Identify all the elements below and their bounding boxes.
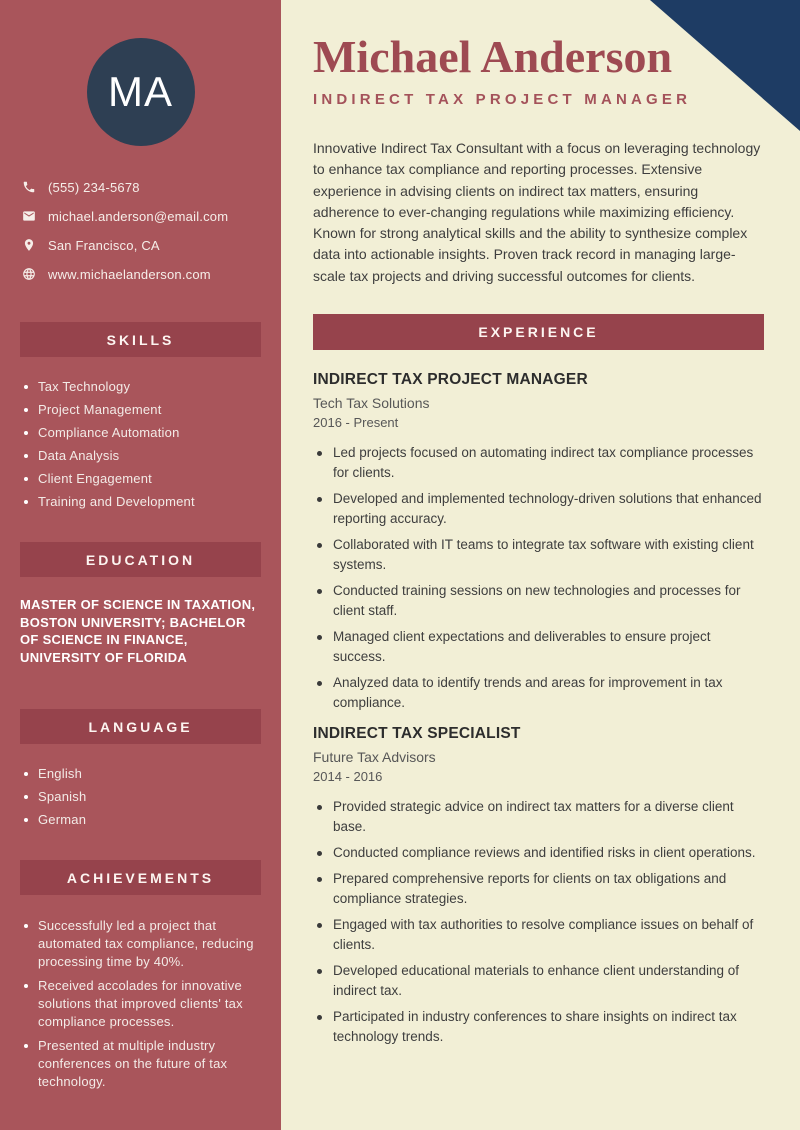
skill-item: Data Analysis <box>22 447 263 465</box>
avatar <box>87 38 195 146</box>
job-entry <box>313 371 764 713</box>
job-title: INDIRECT TAX PROJECT MANAGER <box>313 371 588 389</box>
contact-location <box>22 236 267 254</box>
job-bullet: Developed educational materials to enhance client understanding of indirect tax. <box>313 961 764 1001</box>
job-role-subtitle: INDIRECT TAX PROJECT MANAGER <box>313 91 692 108</box>
location-text: San Francisco, CA <box>48 237 160 253</box>
contact-website <box>22 265 267 283</box>
globe-icon <box>22 267 36 281</box>
job-bullet-list <box>313 797 764 1047</box>
language-section-header: LANGUAGE <box>20 709 261 744</box>
skill-item: Compliance Automation <box>22 424 263 442</box>
achievements-section-header: ACHIEVEMENTS <box>20 860 261 895</box>
experience-section-header: EXPERIENCE <box>313 314 764 350</box>
avatar-initials: MA <box>108 68 173 115</box>
language-item: English <box>22 765 263 783</box>
job-bullet: Provided strategic advice on indirect tax matters for a diverse client base. <box>313 797 764 837</box>
contact-list <box>0 178 281 283</box>
person-name: Michael Anderson <box>313 31 673 82</box>
job-title: INDIRECT TAX SPECIALIST <box>313 725 521 743</box>
job-bullet: Analyzed data to identify trends and areas for improvement in tax compliance. <box>313 673 764 713</box>
sidebar <box>0 0 281 1130</box>
job-bullet: Collaborated with IT teams to integrate tax software with existing client systems. <box>313 535 764 575</box>
job-bullet: Conducted training sessions on new technologies and processes for client staff. <box>313 581 764 621</box>
envelope-icon <box>22 209 36 223</box>
job-bullet: Managed client expectations and deliverables to ensure project success. <box>313 627 764 667</box>
job-bullet: Developed and implemented technology-driven solutions that enhanced reporting accuracy. <box>313 489 764 529</box>
language-item: Spanish <box>22 788 263 806</box>
skill-item: Tax Technology <box>22 378 263 396</box>
achievement-item: Successfully led a project that automated tax compliance, reducing processing time by 40%. <box>22 917 263 971</box>
job-bullet: Prepared comprehensive reports for clients on tax obligations and compliance strategies. <box>313 869 764 909</box>
skill-item: Project Management <box>22 401 263 419</box>
job-entry <box>313 725 764 1047</box>
education-section-header: EDUCATION <box>20 542 261 577</box>
phone-text: (555) 234-5678 <box>48 179 140 195</box>
location-pin-icon <box>22 238 36 252</box>
skills-list <box>0 378 281 511</box>
job-company: Future Tax Advisors <box>313 749 436 766</box>
profile-summary: Innovative Indirect Tax Consultant with a focus on leveraging technology to enhance tax compliance and reporting processes. Extensive experience in advising clients on indirect tax matters, ensuring adherence to ever-changing regulations while maximizing efficiency. Known for strong analytical skills and the ability to synthesize complex data into actionable insights. Proven track record in managing large-scale tax projects and driving successful outcomes for clients. <box>313 140 761 284</box>
job-dates: 2014 - 2016 <box>313 769 383 785</box>
achievement-item: Presented at multiple industry conferences on the future of tax technology. <box>22 1037 263 1091</box>
skills-section-header: SKILLS <box>20 322 261 357</box>
main-column <box>281 0 800 1130</box>
education-text: MASTER OF SCIENCE IN TAXATION, BOSTON UNIVERSITY; BACHELOR OF SCIENCE IN FINANCE, UNIVERSITY OF FLORIDA <box>20 597 256 665</box>
contact-phone <box>22 178 267 196</box>
job-bullet: Engaged with tax authorities to resolve compliance issues on behalf of clients. <box>313 915 764 955</box>
achievement-item: Received accolades for innovative solutions that improved clients' tax compliance processes. <box>22 977 263 1031</box>
achievements-list <box>0 917 281 1091</box>
email-text: michael.anderson@email.com <box>48 208 229 224</box>
website-text: www.michaelanderson.com <box>48 266 211 282</box>
job-bullet: Participated in industry conferences to share insights on indirect tax technology trends. <box>313 1007 764 1047</box>
skill-item: Training and Development <box>22 493 263 511</box>
job-company: Tech Tax Solutions <box>313 395 430 412</box>
language-list <box>0 765 281 829</box>
contact-email <box>22 207 267 225</box>
phone-icon <box>22 180 36 194</box>
skill-item: Client Engagement <box>22 470 263 488</box>
language-item: German <box>22 811 263 829</box>
job-bullet: Led projects focused on automating indirect tax compliance processes for clients. <box>313 443 764 483</box>
job-bullet: Conducted compliance reviews and identified risks in client operations. <box>313 843 764 863</box>
job-bullet-list <box>313 443 764 713</box>
job-dates: 2016 - Present <box>313 415 399 431</box>
